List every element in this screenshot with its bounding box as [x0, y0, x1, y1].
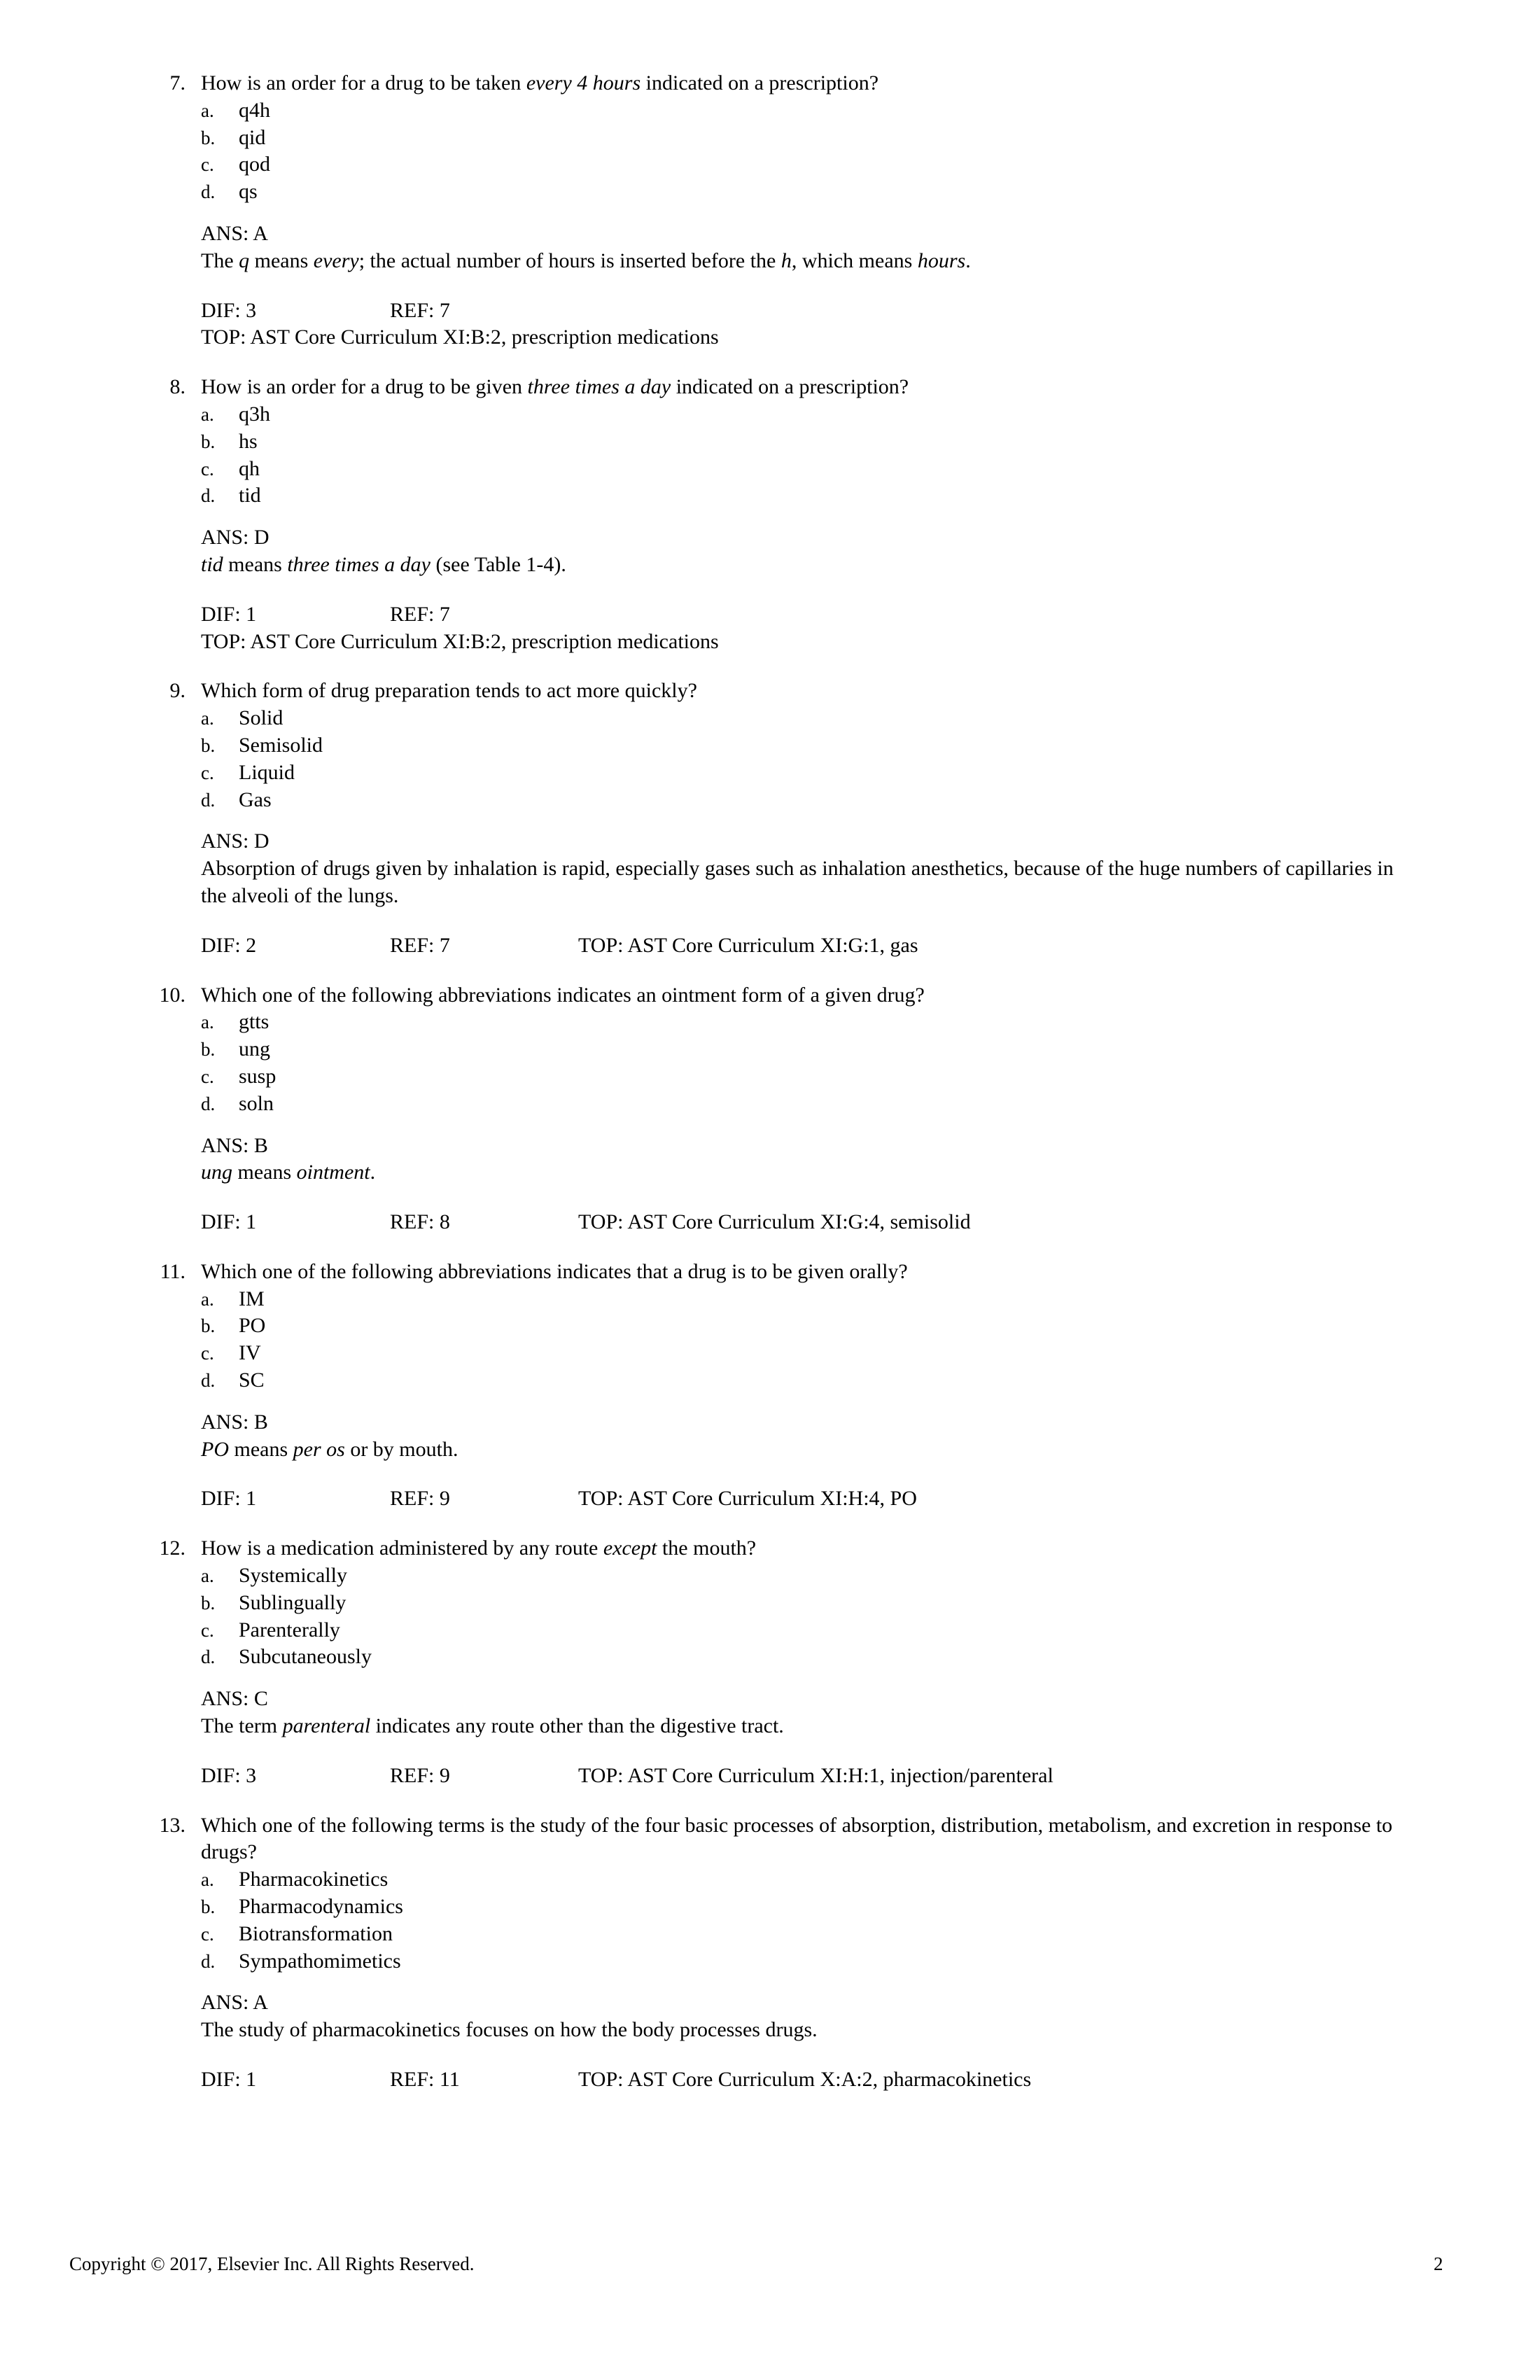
option-letter: a.	[201, 1011, 214, 1033]
topic: TOP: AST Core Curriculum XI:B:2, prescription medications	[201, 326, 719, 349]
option-letter: c.	[201, 1619, 214, 1641]
answer-key: ANS: A	[201, 221, 268, 245]
difficulty: DIF: 1	[201, 2068, 257, 2092]
answer-option	[0, 1644, 1540, 1671]
text-segment: .	[370, 1161, 376, 1184]
difficulty: DIF: 1	[201, 1210, 257, 1234]
option-text: qod	[239, 153, 270, 176]
question-metadata	[0, 2066, 1540, 2094]
text-segment: means	[223, 552, 288, 576]
option-letter: b.	[201, 1896, 216, 1918]
reference: REF: 11	[390, 2068, 460, 2092]
option-text: Liquid	[239, 760, 295, 784]
option-text: Subcutaneously	[239, 1645, 372, 1669]
answer-option	[0, 1866, 1540, 1893]
text-segment: means	[249, 248, 314, 272]
option-text: Solid	[239, 706, 284, 730]
question-metadata	[0, 1485, 1540, 1513]
text-segment: , which means	[791, 248, 918, 272]
option-letter: b.	[201, 1315, 216, 1337]
option-letter: c.	[201, 1065, 214, 1087]
question-metadata	[0, 601, 1540, 629]
question-list	[0, 70, 1540, 2116]
question-metadata	[0, 1209, 1540, 1236]
answer-key: ANS: B	[201, 1133, 268, 1157]
text-segment: Which one of the following abbreviations indicates an ointment form of a given drug?	[201, 983, 925, 1007]
text-segment: q	[239, 248, 250, 272]
text-segment: every 4 hours	[526, 71, 641, 94]
option-letter: a.	[201, 1869, 214, 1891]
topic: TOP: AST Core Curriculum X:A:2, pharmacokinetics	[578, 2068, 1032, 2092]
question-text	[0, 1259, 1540, 1286]
text-segment: ; the actual number of hours is inserted before the	[358, 248, 781, 272]
text-segment: The study of pharmacokinetics focuses on how the body processes drugs.	[201, 2018, 818, 2042]
text-segment: indicated on a prescription?	[640, 71, 879, 94]
answer-option	[0, 125, 1540, 152]
text-segment: indicates any route other than the digestive tract.	[370, 1714, 784, 1738]
question-item	[0, 374, 1540, 655]
answer-explanation	[0, 855, 1540, 910]
text-segment: three times a day	[527, 375, 671, 399]
answer-option	[0, 1617, 1540, 1644]
option-text: tid	[239, 484, 261, 507]
text-segment: indicated on a prescription?	[671, 375, 909, 399]
answer-option	[0, 732, 1540, 760]
option-letter: c.	[201, 1923, 214, 1945]
question-item	[0, 982, 1540, 1236]
answer-option	[0, 178, 1540, 206]
text-segment: three times a day	[287, 552, 430, 576]
reference: REF: 7	[390, 298, 450, 322]
answer-option	[0, 482, 1540, 510]
answer-option	[0, 1312, 1540, 1340]
option-text: Sublingually	[239, 1590, 346, 1614]
text-segment: How is an order for a drug to be taken	[201, 71, 526, 94]
question-number: 11.	[160, 1259, 186, 1283]
difficulty: DIF: 1	[201, 602, 257, 626]
option-text: SC	[239, 1368, 265, 1392]
text-segment: means	[229, 1437, 293, 1461]
option-text: Pharmacokinetics	[239, 1868, 388, 1891]
answer-option	[0, 705, 1540, 732]
option-letter: d.	[201, 1093, 216, 1114]
answer-explanation	[0, 1436, 1540, 1464]
text-segment: PO	[201, 1437, 229, 1461]
question-number: 8.	[169, 375, 186, 399]
option-text: PO	[239, 1314, 266, 1338]
option-letter: d.	[201, 1950, 216, 1972]
difficulty: DIF: 1	[201, 1487, 257, 1511]
question-text	[0, 982, 1540, 1009]
reference: REF: 8	[390, 1210, 450, 1234]
text-segment: Which one of the following abbreviations indicates that a drug is to be given orally?	[201, 1259, 908, 1283]
question-item	[0, 1812, 1540, 2094]
option-letter: c.	[201, 762, 214, 783]
text-segment: means	[232, 1161, 297, 1184]
option-letter: a.	[201, 99, 214, 121]
option-letter: c.	[201, 154, 214, 176]
option-letter: d.	[201, 485, 216, 507]
option-text: Systemically	[239, 1564, 347, 1588]
answer-option	[0, 401, 1540, 428]
question-number: 12.	[159, 1536, 186, 1560]
question-item	[0, 678, 1540, 959]
answer-option	[0, 1893, 1540, 1921]
question-metadata	[0, 932, 1540, 960]
question-item	[0, 1259, 1540, 1513]
text-segment: every	[313, 248, 359, 272]
text-segment: hours	[917, 248, 966, 272]
option-letter: d.	[201, 181, 216, 203]
question-number: 7.	[169, 71, 186, 94]
option-letter: d.	[201, 789, 216, 811]
option-text: Parenterally	[239, 1618, 340, 1642]
option-letter: b.	[201, 734, 216, 756]
option-text: gtts	[239, 1010, 270, 1034]
option-text: q4h	[239, 98, 270, 122]
answer-explanation	[0, 2017, 1540, 2044]
reference: REF: 7	[390, 933, 450, 957]
answer-option	[0, 1009, 1540, 1036]
text-segment: ointment	[296, 1161, 370, 1184]
option-letter: c.	[201, 1343, 214, 1364]
answer-key: ANS: A	[201, 1991, 268, 2015]
answer-key: ANS: C	[201, 1687, 268, 1711]
difficulty: DIF: 3	[201, 298, 257, 322]
topic: TOP: AST Core Curriculum XI:G:4, semisolid	[578, 1210, 971, 1234]
answer-option	[0, 760, 1540, 787]
text-segment: h	[780, 248, 792, 272]
question-item	[0, 1535, 1540, 1789]
answer-key: ANS: D	[201, 830, 270, 853]
answer-option	[0, 1091, 1540, 1118]
text-segment: How is a medication administered by any route	[201, 1536, 603, 1560]
option-letter: a.	[201, 1288, 214, 1310]
answer-explanation	[0, 1713, 1540, 1740]
option-text: susp	[239, 1064, 276, 1088]
answer-option	[0, 1562, 1540, 1590]
option-text: soln	[239, 1091, 274, 1115]
text-segment: the mouth?	[657, 1536, 757, 1560]
topic: TOP: AST Core Curriculum XI:B:2, prescription medications	[201, 629, 719, 653]
topic: TOP: AST Core Curriculum XI:H:1, injection/parenteral	[578, 1763, 1054, 1787]
answer-key: ANS: D	[201, 526, 270, 550]
question-text	[0, 1812, 1540, 1867]
reference: REF: 7	[390, 602, 450, 626]
reference: REF: 9	[390, 1763, 450, 1787]
answer-option	[0, 428, 1540, 456]
difficulty: DIF: 2	[201, 933, 257, 957]
copyright-footer: Copyright © 2017, Elsevier Inc. All Rights Reserved.	[69, 2253, 475, 2274]
answer-explanation	[0, 1159, 1540, 1186]
text-segment: Which form of drug preparation tends to act more quickly?	[201, 679, 697, 703]
option-text: qid	[239, 125, 266, 149]
option-text: ung	[239, 1037, 270, 1061]
option-letter: b.	[201, 127, 216, 148]
text-segment: (see Table 1-4).	[430, 552, 566, 576]
option-text: Pharmacodynamics	[239, 1895, 403, 1919]
option-text: IV	[239, 1341, 261, 1365]
answer-option	[0, 1590, 1540, 1617]
question-item	[0, 70, 1540, 351]
question-text	[0, 374, 1540, 401]
topic: TOP: AST Core Curriculum XI:H:4, PO	[578, 1487, 917, 1511]
option-letter: c.	[201, 458, 214, 479]
text-segment: tid	[201, 552, 223, 576]
option-text: qh	[239, 456, 260, 480]
question-text	[0, 1535, 1540, 1562]
answer-option	[0, 1063, 1540, 1091]
option-letter: b.	[201, 1039, 216, 1060]
option-text: Biotransformation	[239, 1921, 393, 1945]
question-text	[0, 70, 1540, 97]
option-letter: a.	[201, 708, 214, 729]
topic: TOP: AST Core Curriculum XI:G:1, gas	[578, 933, 918, 957]
answer-option	[0, 151, 1540, 178]
answer-explanation	[0, 552, 1540, 579]
option-letter: b.	[201, 430, 216, 452]
answer-option	[0, 1367, 1540, 1394]
answer-option	[0, 97, 1540, 125]
text-segment: The	[201, 248, 239, 272]
question-number: 10.	[159, 983, 186, 1007]
answer-explanation	[0, 248, 1540, 275]
option-text: qs	[239, 180, 258, 204]
question-number: 9.	[169, 679, 186, 703]
answer-option	[0, 1036, 1540, 1063]
option-letter: d.	[201, 1646, 216, 1668]
text-segment: Which one of the following terms is the study of the four basic processes of absorption, distribution, metabolism, and excretion in response to drugs?	[201, 1813, 1393, 1864]
question-metadata	[0, 1763, 1540, 1790]
option-letter: b.	[201, 1592, 216, 1614]
answer-option	[0, 1948, 1540, 1975]
text-segment: How is an order for a drug to be given	[201, 375, 528, 399]
text-segment: The term	[201, 1714, 283, 1738]
question-text	[0, 678, 1540, 705]
answer-option	[0, 1286, 1540, 1313]
option-text: Gas	[239, 788, 272, 811]
difficulty: DIF: 3	[201, 1763, 257, 1787]
option-text: Sympathomimetics	[239, 1949, 401, 1973]
option-letter: a.	[201, 403, 214, 425]
question-number: 13.	[159, 1813, 186, 1837]
option-text: q3h	[239, 402, 270, 426]
answer-option	[0, 1921, 1540, 1948]
option-text: Semisolid	[239, 733, 323, 757]
text-segment: ung	[201, 1161, 232, 1184]
text-segment: parenteral	[282, 1714, 371, 1738]
option-letter: d.	[201, 1370, 216, 1392]
answer-option	[0, 787, 1540, 814]
option-text: hs	[239, 429, 258, 453]
text-segment: or by mouth.	[344, 1437, 458, 1461]
reference: REF: 9	[390, 1487, 450, 1511]
page-number: 2	[1434, 2253, 1443, 2274]
option-text: IM	[239, 1287, 265, 1310]
text-segment: .	[965, 248, 971, 272]
option-letter: a.	[201, 1565, 214, 1587]
answer-option	[0, 1340, 1540, 1367]
text-segment: Absorption of drugs given by inhalation is rapid, especially gases such as inhalation anesthetics, because of the huge numbers of capillaries in the alveoli of the lungs.	[201, 857, 1394, 907]
text-segment: per os	[293, 1437, 345, 1461]
answer-key: ANS: B	[201, 1410, 268, 1434]
text-segment: except	[603, 1536, 657, 1560]
question-metadata	[0, 298, 1540, 325]
answer-option	[0, 456, 1540, 483]
